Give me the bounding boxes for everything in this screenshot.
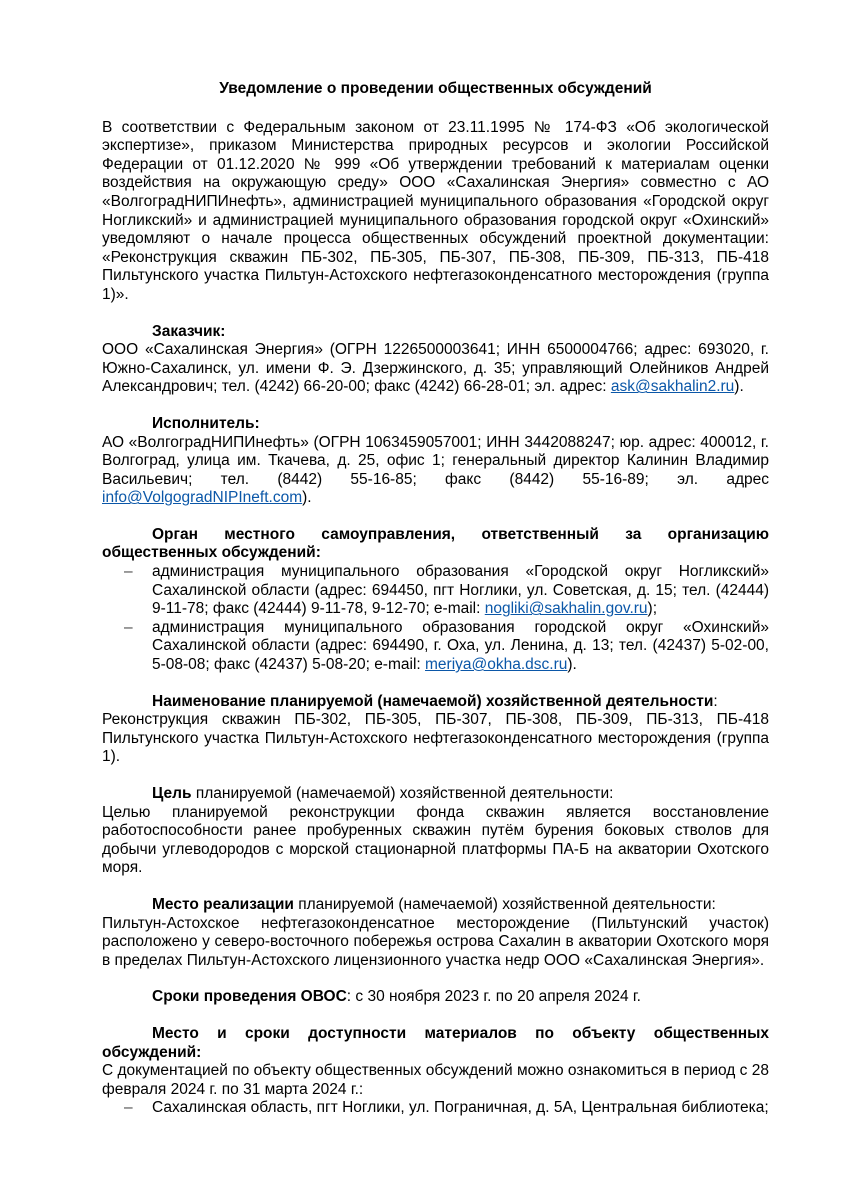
authority-list <box>102 563 769 675</box>
list-item: – администрация муниципального образования городской округ «Охинский» Сахалинской области (адрес: 694490, г. Оха, ул. Ленина, д. 13; тел. (42437) 5-02-00, 5-08-08; факс (42437) 5-08-20; e-mail: meriya@okha.dsc.ru). <box>124 618 769 674</box>
customer-email-link[interactable]: ask@sakhalin2.ru <box>610 378 735 396</box>
customer-section <box>102 323 769 397</box>
intro-paragraph: В соответствии с Федеральным законом от 23.11.1995 № 174-ФЗ «Об экологической экспертизе», приказом Министерства природных ресурсов и экологии Российской Федерации от 01.12.2020 № 999 «Об утверждении требований к материалам оценки воздействия на окружающую среду» ООО «Сахалинская Энергия» совместно с АО «ВолгоградНИПИнефть», администрацией муниципального образования «Городской округ Ногликский» и администрацией муниципального образования городской округ «Охинский» уведомляют о начале процесса общественных обсуждений проектной документации: «Реконструкция скважин ПБ-302, ПБ-305, ПБ-307, ПБ-308, ПБ-309, ПБ-313, ПБ-418 Пильтунского участка Пильтун-Астохского нефтегазоконденсатного месторождения (группа 1)». <box>102 118 769 303</box>
page-title: Уведомление о проведении общественных обсуждений <box>219 80 652 97</box>
timing-heading: Сроки проведения ОВОС <box>152 988 347 1006</box>
location-section: Место реализации планируемой (намечаемой) хозяйственной деятельности: Пильтун-Астохское нефтегазоконденсатное месторождение (Пильтунский участок) расположено у северо-восточного побережья острова Сахалин в акватории Охотского моря в пределах Пильтун-Астохского лицензионного участка недр ООО «Сахалинская Энергия». <box>102 895 769 969</box>
timing-section <box>102 988 769 1007</box>
nogliki-email-link[interactable]: nogliki@sakhalin.gov.ru <box>484 600 648 618</box>
goal-text: Целью планируемой реконструкции фонда скважин является восстановление работоспособности ранее пробуренных скважин путём бурения боковых стволов для добычи углеводородов с морской стационарной платформы ПА-Б на акватории Охотского моря. <box>102 803 769 877</box>
list-item: – администрация муниципального образования «Городской округ Ногликский» Сахалинской области (адрес: 694450, пгт Ноглики, ул. Советская, д. 15; тел. (42444) 9-11-78; факс (42444) 9-11-78, 9-12-70; e-mail: nogliki@sakhalin.gov.ru); <box>124 563 769 618</box>
customer-heading: Заказчик: <box>152 322 226 340</box>
contractor-text: АО «ВолгоградНИПИнефть» (ОГРН 1063459057001; ИНН 3442088247; юр. адрес: 400012, г. Волгоград, улица им. Ткачева, д. 25, офис 1; генеральный директор Калинин Владимир Васильевич; тел. (8442) 55-16-85; факс (8442) 55-16-89; эл. адрес info@VolgogradNIPIneft.com). <box>102 433 769 507</box>
location-heading: Место реализации <box>152 895 294 913</box>
document-page <box>102 80 769 1118</box>
activity-name-section: Наименование планируемой (намечаемой) хозяйственной деятельности: Реконструкция скважин ПБ-302, ПБ-305, ПБ-307, ПБ-308, ПБ-309, ПБ-313, ПБ-418 Пильтунского участка Пильтун-Астохского нефтегазоконденсатного месторождения (группа 1). <box>102 692 769 766</box>
activity-name-text: Реконструкция скважин ПБ-302, ПБ-305, ПБ-307, ПБ-308, ПБ-309, ПБ-313, ПБ-418 Пильтунского участка Пильтун-Астохского нефтегазоконденсатного месторождения (группа 1). <box>102 711 769 766</box>
customer-text: ООО «Сахалинская Энергия» (ОГРН 1226500003641; ИНН 6500004766; адрес: 693020, г. Южно-Сахалинск, ул. имени Ф. Э. Дзержинского, д. 35; управляющий Олейников Андрей Александрович; тел. (4242) 66-20-00; факс (4242) 66-28-01; эл. адрес: ask@sakhalin2.ru). <box>102 341 769 396</box>
authority-heading: Орган местного самоуправления, ответственный за организацию общественных обсуждений: <box>102 525 769 562</box>
materials-heading: Место и сроки доступности материалов по объекту общественных обсуждений: <box>102 1024 769 1061</box>
timing-text: : с 30 ноября 2023 г. по 20 апреля 2024 г. <box>346 988 641 1006</box>
contractor-heading: Исполнитель: <box>152 414 260 432</box>
location-text: Пильтун-Астохское нефтегазоконденсатное месторождение (Пильтунский участок) расположено у северо-восточного побережья острова Сахалин в акватории Охотского моря в пределах Пильтун-Астохского лицензионного участка недр ООО «Сахалинская Энергия». <box>102 914 769 969</box>
dash-bullet: – <box>124 563 133 581</box>
authority-section <box>102 526 769 675</box>
list-item: – Сахалинская область, пгт Ноглики, ул. Пограничная, д. 5А, Центральная библиотека; <box>124 1099 769 1117</box>
dash-bullet: – <box>124 1099 133 1117</box>
contractor-section <box>102 415 769 508</box>
materials-text: С документацией по объекту общественных обсуждений можно ознакомиться в период с 28 февраля 2024 г. по 31 марта 2024 г.: <box>102 1062 769 1098</box>
materials-list <box>102 1099 769 1118</box>
dash-bullet: – <box>124 618 133 636</box>
contractor-email-link[interactable]: info@VolgogradNIPIneft.com <box>102 489 303 507</box>
materials-section <box>102 1025 769 1118</box>
activity-name-heading: Наименование планируемой (намечаемой) хозяйственной деятельности <box>152 692 714 710</box>
goal-section: Цель планируемой (намечаемой) хозяйственной деятельности: Целью планируемой реконструкции фонда скважин является восстановление работоспособности ранее пробуренных скважин путём бурения боковых стволов для добычи углеводородов с морской стационарной платформы ПА-Б на акватории Охотского моря. <box>102 785 769 877</box>
goal-heading: Цель <box>152 785 192 802</box>
okha-email-link[interactable]: meriya@okha.dsc.ru <box>425 656 568 674</box>
